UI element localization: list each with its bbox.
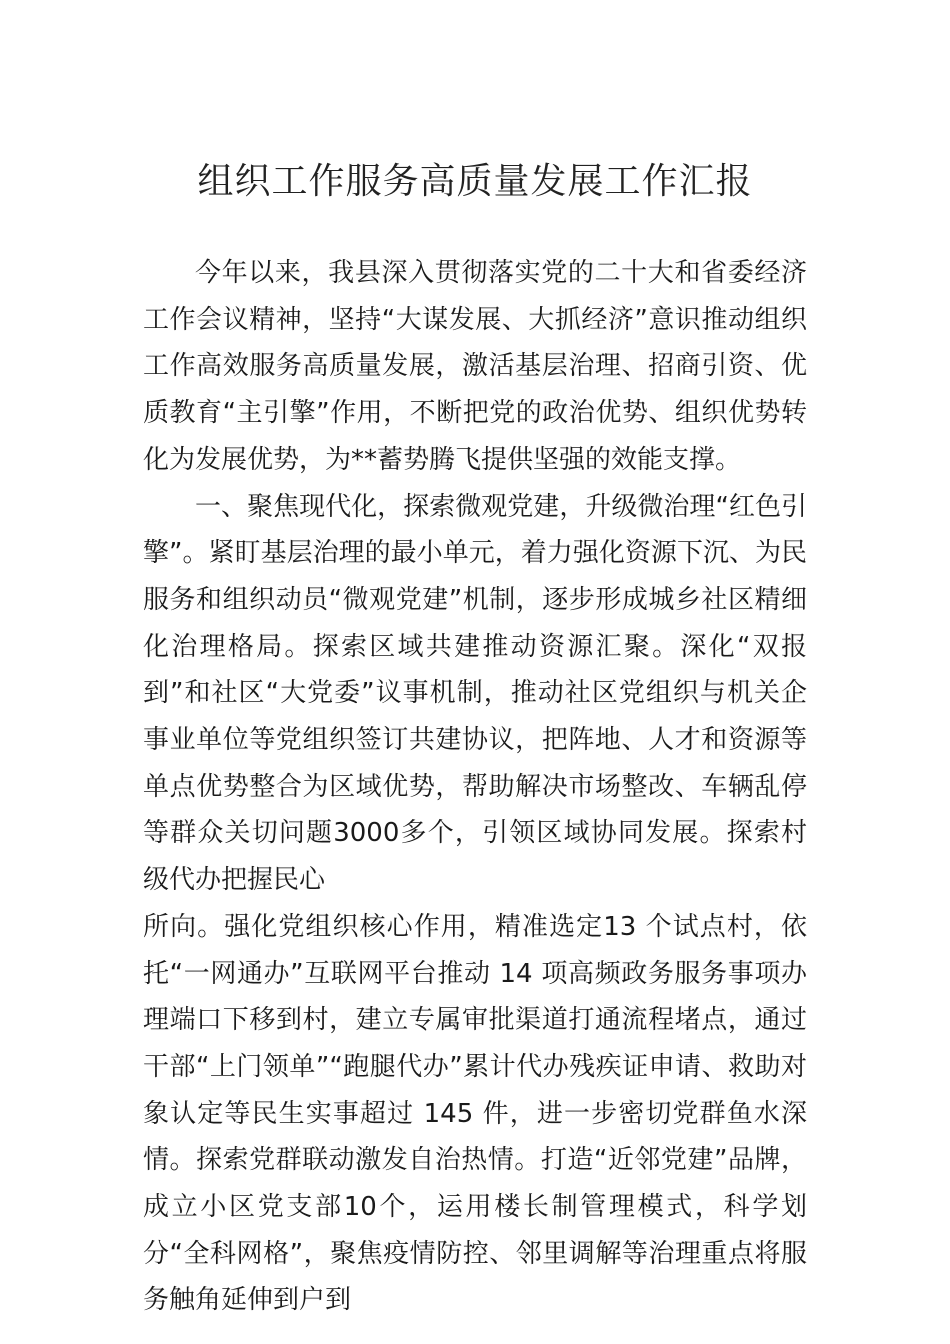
document-title: 组织工作服务高质量发展工作汇报 [197, 161, 753, 202]
paragraph-section-one: 一、聚焦现代化，探索微观党建，升级微治理“红色引擎”。紧盯基层治理的最小单元，着力强化资源下沉、为民服务和组织动员“微观党建”机制，逐步形成城乡社区精细化治理格局。探索区域共建推动资源汇聚。深化“双报到”和社区“大党委”议事机制，推动社区党组织与机关企事业单位等党组织签订共建协议，把阵地、人才和资源等单点优势整合为区域优势，帮助解决市场整改、车辆乱停等群众关切问题3000多个，引领区域协同发展。探索村级代办把握民心 [143, 491, 807, 896]
document-body [143, 250, 807, 1324]
paragraph-continuation: 所向。强化党组织核心作用，精准选定13 个试点村，依托“一网通办”互联网平台推动 14 项高频政务服务事项办理端口下移到村，建立专属审批渠道打通流程堵点，通过干部“上门领单”“跑腿代办”累计代办残疾证申请、救助对象认定等民生实事超过 145 件，进一步密切党群鱼水深情。探索党群联动激发自治热情。打造“近邻党建”品牌，成立小区党支部10个，运用楼长制管理模式，科学划分“全科网格”，聚焦疫情防控、邻里调解等治理重点将服务触角延伸到户到 [143, 911, 807, 1316]
paragraph-intro: 今年以来，我县深入贯彻落实党的二十大和省委经济工作会议精神，坚持“大谋发展、大抓经济”意识推动组织工作高效服务高质量发展，激活基层治理、招商引资、优质教育“主引擎”作用，不断把党的政治优势、组织优势转化为发展优势，为**蓄势腾飞提供坚强的效能支撑。 [143, 258, 807, 475]
